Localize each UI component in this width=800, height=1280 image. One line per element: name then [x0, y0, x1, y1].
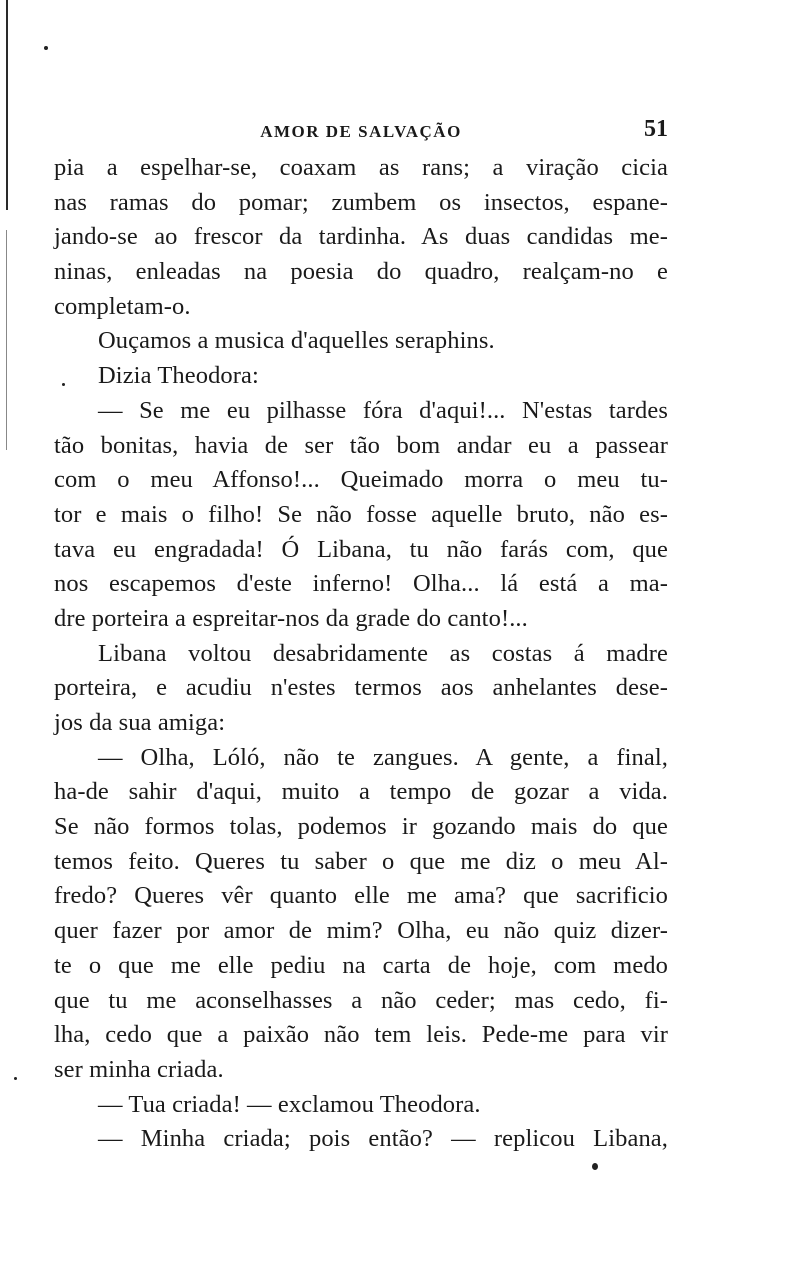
text-line: que tu me aconselhasses a não ceder; mas cedo, fi- [54, 986, 668, 1014]
print-speck [14, 1077, 17, 1080]
page-number: 51 [644, 116, 668, 142]
text-line: — Tua criada! — exclamou Theodora. [98, 1090, 481, 1118]
text-line: Ouçamos a musica d'aquelles seraphins. [98, 327, 495, 355]
text-line: Dizia Theodora: [98, 362, 259, 390]
running-title: AMOR DE SALVAÇÃO [260, 122, 462, 141]
text-line: lha, cedo que a paixão não tem leis. Pede-me para vir [54, 1021, 668, 1049]
text-line: porteira, e acudiu n'estes termos aos anhelantes dese- [54, 674, 668, 702]
text-line: quer fazer por amor de mim? Olha, eu não quiz dizer- [54, 917, 668, 945]
text-line: — Se me eu pilhasse fóra d'aqui!... N'estas tardes [98, 396, 668, 424]
text-line: Se não formos tolas, podemos ir gozando mais do que [54, 813, 668, 841]
text-line: ha-de sahir d'aqui, muito a tempo de gozar a vida. [54, 778, 668, 806]
binding-edge-line-faint [6, 230, 7, 450]
text-line: jos da sua amiga: [54, 709, 226, 736]
text-line: te o que me elle pediu na carta de hoje, com medo [54, 951, 668, 979]
running-head [54, 116, 668, 146]
text-line: temos feito. Queres tu saber o que me diz o meu Al- [54, 847, 668, 875]
text-line: completam-o. [54, 292, 191, 320]
text-line: Libana voltou desabridamente as costas á madre [98, 639, 668, 667]
text-line: dre porteira a espreitar-nos da grade do canto!... [54, 604, 528, 632]
binding-edge-line [6, 0, 8, 210]
text-line: — Olha, Lóló, não te zangues. A gente, a final, [98, 743, 668, 771]
text-line: tava eu engradada! Ó Libana, tu não farás com, que [54, 535, 668, 563]
text-line: fredo? Queres vêr quanto elle me ama? que sacrificio [54, 882, 668, 910]
print-speck [62, 383, 65, 386]
text-line: ninas, enleadas na poesia do quadro, realçam-no e [54, 258, 668, 286]
print-speck [592, 1163, 598, 1170]
print-speck [44, 46, 48, 50]
body-text [54, 151, 668, 1157]
text-line: nas ramas do pomar; zumbem os insectos, espane- [54, 188, 668, 216]
text-line: ser minha criada. [54, 1055, 224, 1083]
text-line: tor e mais o filho! Se não fosse aquelle bruto, não es- [54, 500, 668, 528]
text-line: nos escapemos d'este inferno! Olha... lá está a ma- [54, 570, 668, 598]
text-line: pia a espelhar-se, coaxam as rans; a viração cicia [54, 154, 668, 181]
text-line: — Minha criada; pois então? — replicou Libana, [98, 1125, 668, 1153]
text-line: tão bonitas, havia de ser tão bom andar eu a passear [54, 431, 668, 459]
text-line: jando-se ao frescor da tardinha. As duas candidas me- [54, 223, 668, 251]
text-line: com o meu Affonso!... Queimado morra o meu tu- [54, 466, 668, 494]
